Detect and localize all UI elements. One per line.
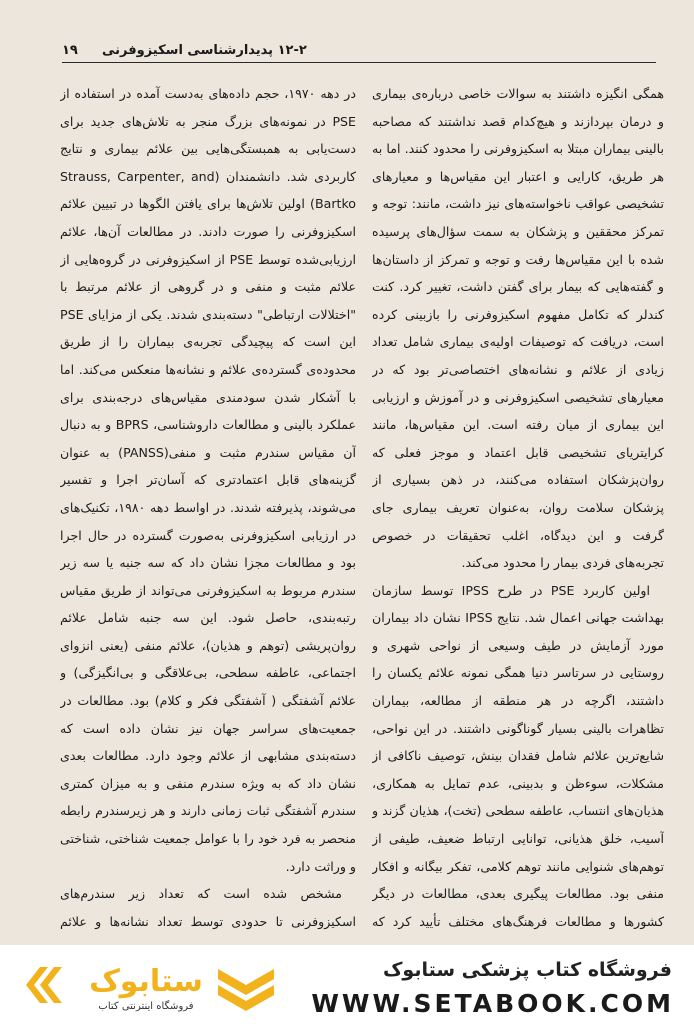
paragraph: همگی انگیزه داشتند به سوالات خاصی درباره‌ی بیماری و درمان بپردازند و هیچ‌کدام قصد نداشتند که مصاحبه بالینی بیماران مبتلا به اسکیزوفرنی را محدود کنند. اما به هر طریق، کارایی و اعتبار این مقیاس‌ها و معیارهای تشخیصی عواقب ناخواسته‌های نیز داشت، مانند: توجه و تمرکز محققین و پزشکان به سمت سؤال‌های پرسیده شده با این مقیاس‌ها رفت و توجه و تمرکز از داستان‌ها و گفته‌هایی که بیمار برای گفتن داشت، تغییر کرد. کنت کندلر که تکامل مفهوم اسکیزوفرنی را بازبینی کرده است، دریافت که توصیفات اولیه‌ی بیماری شامل تعداد زیادی از علائم و نشانه‌های اختصاصی‌تر بود که در معیارهای تشخیصی اسکیزوفرنی و در آموزش و ارزیابی این بیماری از میان رفته است. این مقیاس‌ها، مانند کرایتریای تشخیصی قابل اعتماد و موجز فعلی که روان‌پزشکان استفاده می‌کنند، در ذهن بسیاری از پزشکان سلامت روان، به‌عنوان تعریف بیماری جای گرفت و این دیدگاه، اغلب تحقیقات در خصوص تجربه‌های فردی بیمار را محدود می‌کند. (372, 86, 664, 571)
paragraph: مشخص شده است که تعداد زیر سندرم‌های اسکیزوفرنی تا حدودی توسط تعداد نشانه‌ها و علائم (60, 886, 356, 929)
store-footer-banner (0, 945, 694, 1024)
running-header (62, 34, 656, 63)
logo-subtext: فروشگاه اینترنتی کتاب (98, 1001, 194, 1012)
paragraph: اولین کاربرد PSE در طرح IPSS توسط سازمان بهداشت جهانی اعمال شد. نتایج IPSS نشان داد بیماران مورد آزمایش در طیف وسیعی از نواحی شهری و روستایی در سرتاسر دنیا همگی نمونه علائم یکسان را داشتند، اگرچه در هر منطقه از مطالعه، بیماران تظاهرات بالینی بسیار گوناگونی داشتند. در این نواحی، شایع‌ترین علائم شامل فقدان بینش، توصیف ناکافی از مشکلات، سوءظن و بدبینی، عدم تمایل به همکاری، هذیان‌های انتساب، عاطفه سطحی (تخت)، هذیان گزند و آسیب، خلق هذیانی، توانایی ارتباط ضعیف، طیفی از توهم‌های شنوایی مانند توهم کلامی، تفکر بیگانه و افکار منفی بود. مطالعات پیگیری بعدی، مطالعات در دیگر کشورها و مطالعات فرهنگ‌های مختلف تأیید کرد که (372, 582, 664, 929)
store-name: فروشگاه کتاب پزشکی ستابوک (382, 959, 672, 981)
logo-wordmark: ستابوک (89, 964, 203, 999)
left-text-column (60, 80, 356, 940)
setabook-logo (26, 957, 276, 1013)
section-title: ۱۲-۲ پدیدارشناسی اسکیزوفرنی (102, 43, 307, 58)
store-url-link[interactable]: WWW.SETABOOK.COM (311, 989, 674, 1018)
paragraph: در دهه ۱۹۷۰، حجم داده‌های به‌دست آمده در استفاده از PSE در نمونه‌های بزرگ منجر به تلاش‌های جدید برای دست‌یابی به همبستگی‌هایی بین علائم بیماری و نتایج کاربردی شد. دانشمندان (Strauss, Carpenter, and Bartko) اولین تلاش‌ها برای یافتن الگوها در تبیین علائم اسکیزوفرنی را صورت دادند. در مطالعات آن‌ها، علائم ارزیابی‌شده توسط PSE از اسکیزوفرنی در گروه‌هایی از علائم مثبت و منفی و در گروهی از علائم مرتبط با "اختلالات ارتباطی" دسته‌بندی شدند. یکی از مزایای PSE این است که پیچیدگی تجربه‌ی بیماران را از طریق محدوده‌ی گسترده‌ی علائم و نشانه‌ها منعکس می‌کند. اما با آشکار شدن سودمندی مقیاس‌های درجه‌بندی برای عملکرد بالینی و مطالعات داروشناسی، BPRS و به دنبال آن مقیاس سندرم مثبت و منفی(PANSS) به عنوان گزینه‌های قابل اعتمادتری که آسان‌تر اجرا و تفسیر می‌شوند، پذیرفته شدند. در اواسط دهه ۱۹۸۰، تکنیک‌های در ارزیابی اسکیزوفرنی به‌صورت گسترده در حال اجرا بود و مطالعات مجزا نشان داد که سه جنبه یا سه زیر سندرم مربوط به اسکیزوفرنی می‌تواند از طریق مقیاس رتبه‌بندی، حاصل شود. این سه جنبه شامل علائم روان‌پریشی (توهم و هذیان)، علائم منفی (یعنی انزوای اجتماعی، عاطفه سطحی، بی‌علاقگی و بی‌انگیزگی) و علائم آشفتگی ( آشفتگی فکر و کلام) بود. مطالعات در جمعیت‌های سراسر جهان نیز نشان داده است که دسته‌بندی مشابهی از علائم وجود دارد. مطالعات بعدی نشان داد که به ویژه سندرم منفی و به میزان کمتری سندرم آشفتگی ثبات زمانی دارند و هر زیرسندرم رابطه منحصر به فرد خود را با عوامل جمعیت شناختی، شناختی و وراثت دارد. (60, 86, 356, 874)
right-text-column (372, 80, 664, 940)
page-number: ۱۹ (62, 43, 78, 58)
